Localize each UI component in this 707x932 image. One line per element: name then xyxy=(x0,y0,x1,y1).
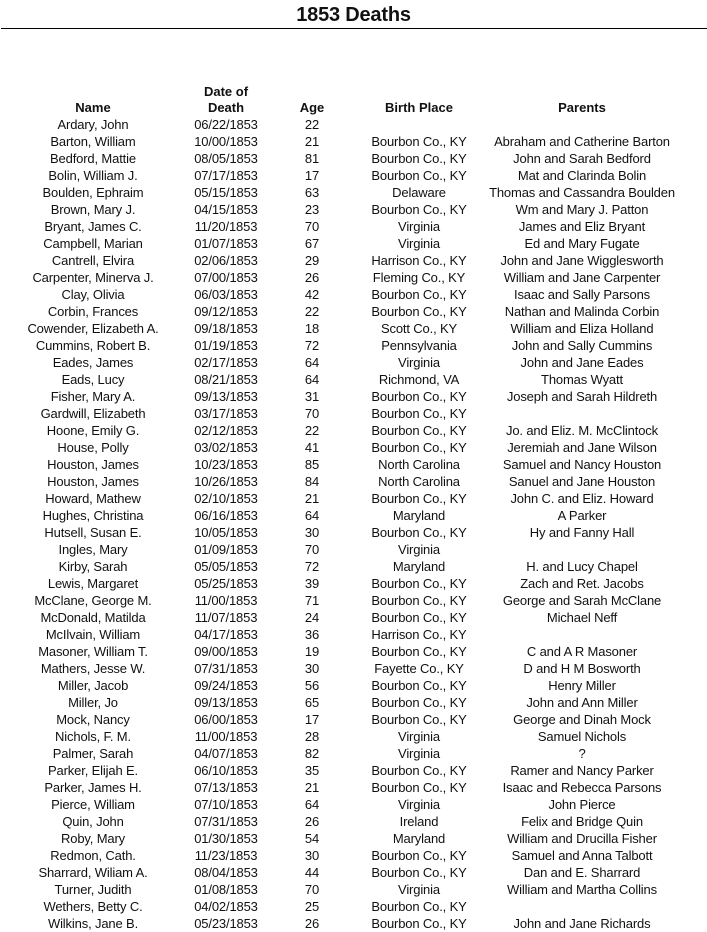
cell-date-of-death: 09/00/1853 xyxy=(194,644,258,659)
cell-age: 19 xyxy=(304,644,320,659)
table-row xyxy=(0,609,707,626)
cell-date-of-death: 05/05/1853 xyxy=(194,559,258,574)
cell-name: Ingles, Mary xyxy=(58,542,128,557)
cell-date-of-death: 03/02/1853 xyxy=(194,440,258,455)
cell-age: 22 xyxy=(304,423,320,438)
cell-age: 26 xyxy=(304,814,320,829)
table-row xyxy=(0,133,707,150)
cell-date-of-death: 11/20/1853 xyxy=(194,219,258,234)
cell-parents: Jo. and Eliz. M. McClintock xyxy=(506,423,658,438)
cell-parents: John and Sally Cummins xyxy=(511,338,653,353)
cell-age: 44 xyxy=(304,865,320,880)
cell-name: Fisher, Mary A. xyxy=(50,389,136,404)
cell-birth-place: Virginia xyxy=(398,219,440,234)
cell-age: 39 xyxy=(304,576,320,591)
cell-birth-place: Harrison Co., KY xyxy=(371,627,467,642)
cell-date-of-death: 02/12/1853 xyxy=(194,423,258,438)
cell-name: Houston, James xyxy=(47,457,139,472)
cell-name: Lewis, Margaret xyxy=(47,576,139,591)
cell-date-of-death: 09/24/1853 xyxy=(194,678,258,693)
cell-date-of-death: 04/17/1853 xyxy=(194,627,258,642)
cell-age: 30 xyxy=(304,525,320,540)
cell-birth-place: Delaware xyxy=(392,185,446,200)
cell-age: 63 xyxy=(304,185,320,200)
table-row xyxy=(0,269,707,286)
cell-name: Masoner, William T. xyxy=(38,644,148,659)
cell-name: House, Polly xyxy=(57,440,129,455)
table-row xyxy=(0,643,707,660)
cell-date-of-death: 01/08/1853 xyxy=(194,882,258,897)
table-row xyxy=(0,796,707,813)
table-row xyxy=(0,201,707,218)
cell-parents: William and Drucilla Fisher xyxy=(507,831,657,846)
cell-age: 82 xyxy=(304,746,320,761)
cell-parents: John and Jane Wigglesworth xyxy=(500,253,664,268)
cell-age: 17 xyxy=(304,712,320,727)
cell-parents: Samuel Nichols xyxy=(537,729,627,744)
cell-age: 18 xyxy=(304,321,320,336)
table-row xyxy=(0,694,707,711)
cell-parents: John and Jane Eades xyxy=(520,355,644,370)
cell-birth-place: Bourbon Co., KY xyxy=(371,440,467,455)
cell-parents: Isaac and Rebecca Parsons xyxy=(502,780,662,795)
table-row xyxy=(0,864,707,881)
table-row xyxy=(0,422,707,439)
cell-date-of-death: 04/02/1853 xyxy=(194,899,258,914)
header-date-of-death xyxy=(176,84,276,116)
cell-name: Clay, Olivia xyxy=(61,287,125,302)
cell-date-of-death: 04/07/1853 xyxy=(194,746,258,761)
cell-name: Parker, Elijah E. xyxy=(48,763,138,778)
table-row xyxy=(0,150,707,167)
cell-age: 72 xyxy=(304,559,320,574)
table-row xyxy=(0,813,707,830)
cell-birth-place: Scott Co., KY xyxy=(380,321,458,336)
cell-parents: John C. and Eliz. Howard xyxy=(510,491,654,506)
cell-date-of-death: 01/19/1853 xyxy=(194,338,258,353)
cell-parents: Henry Miller xyxy=(548,678,616,693)
cell-name: Hughes, Christina xyxy=(42,508,144,523)
cell-date-of-death: 05/25/1853 xyxy=(194,576,258,591)
cell-age: 41 xyxy=(304,440,320,455)
table-row xyxy=(0,881,707,898)
table-row xyxy=(0,184,707,201)
cell-date-of-death: 11/00/1853 xyxy=(194,593,258,608)
cell-age: 85 xyxy=(304,457,320,472)
cell-age: 21 xyxy=(304,134,320,149)
table-row xyxy=(0,286,707,303)
cell-name: Turner, Judith xyxy=(54,882,132,897)
cell-name: Cowender, Elizabeth A. xyxy=(27,321,159,336)
table-row xyxy=(0,711,707,728)
cell-name: McClane, George M. xyxy=(34,593,152,608)
cell-name: Mathers, Jesse W. xyxy=(40,661,146,676)
cell-age: 22 xyxy=(304,117,320,132)
table-row xyxy=(0,337,707,354)
cell-age: 28 xyxy=(304,729,320,744)
table-row xyxy=(0,456,707,473)
cell-name: Gardwill, Elizabeth xyxy=(40,406,146,421)
cell-birth-place: Bourbon Co., KY xyxy=(371,423,467,438)
table-row xyxy=(0,388,707,405)
cell-name: Cummins, Robert B. xyxy=(35,338,151,353)
cell-birth-place: Maryland xyxy=(392,508,446,523)
header-birth-place: Birth Place xyxy=(385,100,453,115)
cell-parents: James and Eliz Bryant xyxy=(518,219,646,234)
header-parents: Parents xyxy=(558,100,606,115)
cell-age: 25 xyxy=(304,899,320,914)
cell-age: 70 xyxy=(304,406,320,421)
cell-age: 54 xyxy=(304,831,320,846)
cell-date-of-death: 09/13/1853 xyxy=(194,389,258,404)
cell-name: Wilkins, Jane B. xyxy=(47,916,139,931)
cell-date-of-death: 07/31/1853 xyxy=(194,661,258,676)
cell-date-of-death: 01/07/1853 xyxy=(194,236,258,251)
cell-birth-place: Bourbon Co., KY xyxy=(371,525,467,540)
cell-age: 65 xyxy=(304,695,320,710)
cell-parents: Joseph and Sarah Hildreth xyxy=(506,389,658,404)
cell-date-of-death: 06/22/1853 xyxy=(194,117,258,132)
cell-date-of-death: 08/04/1853 xyxy=(194,865,258,880)
cell-parents: John and Sarah Bedford xyxy=(513,151,651,166)
cell-date-of-death: 02/10/1853 xyxy=(194,491,258,506)
cell-name: Cantrell, Elvira xyxy=(51,253,135,268)
cell-age: 30 xyxy=(304,661,320,676)
cell-age: 70 xyxy=(304,219,320,234)
cell-age: 81 xyxy=(304,151,320,166)
cell-birth-place: Bourbon Co., KY xyxy=(371,644,467,659)
cell-birth-place: Bourbon Co., KY xyxy=(371,304,467,319)
table-row xyxy=(0,439,707,456)
cell-birth-place: Maryland xyxy=(392,559,446,574)
cell-parents: Isaac and Sally Parsons xyxy=(513,287,650,302)
cell-parents: Nathan and Malinda Corbin xyxy=(504,304,660,319)
table-row xyxy=(0,558,707,575)
cell-age: 70 xyxy=(304,542,320,557)
cell-birth-place: Bourbon Co., KY xyxy=(371,678,467,693)
cell-date-of-death: 08/21/1853 xyxy=(194,372,258,387)
table-row xyxy=(0,235,707,252)
cell-birth-place: Bourbon Co., KY xyxy=(371,916,467,931)
cell-name: Hutsell, Susan E. xyxy=(44,525,142,540)
cell-birth-place: Bourbon Co., KY xyxy=(371,780,467,795)
cell-age: 22 xyxy=(304,304,320,319)
cell-birth-place: Bourbon Co., KY xyxy=(371,576,467,591)
cell-name: Palmer, Sarah xyxy=(52,746,134,761)
cell-parents: Samuel and Anna Talbott xyxy=(511,848,653,863)
cell-name: Pierce, William xyxy=(51,797,135,812)
cell-name: Nichols, F. M. xyxy=(55,729,131,744)
cell-name: Corbin, Frances xyxy=(47,304,139,319)
cell-birth-place: Bourbon Co., KY xyxy=(371,406,467,421)
cell-birth-place: Bourbon Co., KY xyxy=(371,287,467,302)
cell-name: Hoone, Emily G. xyxy=(46,423,140,438)
cell-date-of-death: 11/00/1853 xyxy=(194,729,258,744)
cell-name: Wethers, Betty C. xyxy=(43,899,143,914)
cell-birth-place: Richmond, VA xyxy=(378,372,460,387)
cell-birth-place: North Carolina xyxy=(378,457,460,472)
cell-birth-place: Maryland xyxy=(392,831,446,846)
cell-date-of-death: 10/23/1853 xyxy=(194,457,258,472)
cell-age: 56 xyxy=(304,678,320,693)
cell-birth-place: Bourbon Co., KY xyxy=(371,695,467,710)
cell-age: 30 xyxy=(304,848,320,863)
cell-birth-place: Virginia xyxy=(398,882,440,897)
cell-birth-place: Bourbon Co., KY xyxy=(371,899,467,914)
cell-date-of-death: 07/00/1853 xyxy=(194,270,258,285)
cell-age: 21 xyxy=(304,780,320,795)
cell-parents: George and Sarah McClane xyxy=(502,593,662,608)
cell-birth-place: Ireland xyxy=(399,814,439,829)
header-date-line1: Date of xyxy=(203,84,249,99)
cell-date-of-death: 09/13/1853 xyxy=(194,695,258,710)
cell-date-of-death: 05/15/1853 xyxy=(194,185,258,200)
table-row xyxy=(0,490,707,507)
cell-age: 35 xyxy=(304,763,320,778)
cell-date-of-death: 03/17/1853 xyxy=(194,406,258,421)
cell-birth-place: Bourbon Co., KY xyxy=(371,593,467,608)
cell-birth-place: Bourbon Co., KY xyxy=(371,389,467,404)
cell-name: Howard, Mathew xyxy=(45,491,141,506)
cell-birth-place: Fleming Co., KY xyxy=(372,270,466,285)
table-row xyxy=(0,728,707,745)
cell-date-of-death: 11/07/1853 xyxy=(194,610,258,625)
cell-date-of-death: 07/17/1853 xyxy=(194,168,258,183)
cell-age: 71 xyxy=(304,593,320,608)
cell-date-of-death: 07/31/1853 xyxy=(194,814,258,829)
cell-parents: John and Jane Richards xyxy=(513,916,651,931)
cell-name: Miller, Jacob xyxy=(57,678,129,693)
cell-name: Houston, James xyxy=(47,474,139,489)
cell-date-of-death: 10/05/1853 xyxy=(194,525,258,540)
cell-parents: H. and Lucy Chapel xyxy=(526,559,638,574)
cell-name: McIlvain, William xyxy=(45,627,141,642)
cell-birth-place: Pennsylvania xyxy=(381,338,457,353)
cell-name: Kirby, Sarah xyxy=(58,559,128,574)
cell-birth-place: Bourbon Co., KY xyxy=(371,712,467,727)
table-row xyxy=(0,592,707,609)
cell-age: 26 xyxy=(304,916,320,931)
cell-age: 23 xyxy=(304,202,320,217)
table-row xyxy=(0,218,707,235)
table-row xyxy=(0,677,707,694)
cell-parents: Thomas and Cassandra Boulden xyxy=(489,185,675,200)
cell-name: Barton, William xyxy=(50,134,136,149)
cell-name: Redmon, Cath. xyxy=(50,848,136,863)
table-row xyxy=(0,660,707,677)
cell-birth-place: Bourbon Co., KY xyxy=(371,763,467,778)
cell-name: Mock, Nancy xyxy=(56,712,130,727)
cell-birth-place: Bourbon Co., KY xyxy=(371,610,467,625)
cell-parents: John Pierce xyxy=(548,797,616,812)
header-name: Name xyxy=(75,100,111,115)
cell-date-of-death: 02/06/1853 xyxy=(194,253,258,268)
cell-birth-place: Virginia xyxy=(398,746,440,761)
cell-date-of-death: 06/16/1853 xyxy=(194,508,258,523)
table-row xyxy=(0,405,707,422)
cell-age: 29 xyxy=(304,253,320,268)
cell-name: Boulden, Ephraim xyxy=(42,185,144,200)
table-row xyxy=(0,354,707,371)
table-row xyxy=(0,524,707,541)
cell-date-of-death: 04/15/1853 xyxy=(194,202,258,217)
cell-parents: Samuel and Nancy Houston xyxy=(502,457,662,472)
cell-birth-place: Bourbon Co., KY xyxy=(371,865,467,880)
cell-birth-place: Fayette Co., KY xyxy=(374,661,464,676)
cell-birth-place: Bourbon Co., KY xyxy=(371,202,467,217)
cell-parents: William and Martha Collins xyxy=(507,882,657,897)
cell-age: 64 xyxy=(304,508,320,523)
cell-parents: William and Jane Carpenter xyxy=(503,270,661,285)
header-date-line2: Death xyxy=(207,100,245,115)
cell-date-of-death: 06/00/1853 xyxy=(194,712,258,727)
table-row xyxy=(0,575,707,592)
cell-age: 64 xyxy=(304,797,320,812)
table-row xyxy=(0,745,707,762)
cell-birth-place: Bourbon Co., KY xyxy=(371,151,467,166)
cell-birth-place: North Carolina xyxy=(378,474,460,489)
cell-age: 42 xyxy=(304,287,320,302)
cell-name: Bolin, William J. xyxy=(48,168,138,183)
cell-date-of-death: 07/10/1853 xyxy=(194,797,258,812)
cell-parents: A Parker xyxy=(557,508,607,523)
table-row xyxy=(0,320,707,337)
cell-date-of-death: 11/23/1853 xyxy=(194,848,258,863)
cell-date-of-death: 07/13/1853 xyxy=(194,780,258,795)
cell-date-of-death: 01/09/1853 xyxy=(194,542,258,557)
cell-name: Quin, John xyxy=(62,814,124,829)
cell-parents: C and A R Masoner xyxy=(526,644,638,659)
cell-parents: Michael Neff xyxy=(546,610,618,625)
cell-age: 72 xyxy=(304,338,320,353)
cell-name: Bryant, James C. xyxy=(44,219,142,234)
cell-parents: William and Eliza Holland xyxy=(510,321,654,336)
cell-age: 24 xyxy=(304,610,320,625)
cell-parents: Abraham and Catherine Barton xyxy=(494,134,670,149)
cell-birth-place: Bourbon Co., KY xyxy=(371,491,467,506)
cell-age: 21 xyxy=(304,491,320,506)
cell-name: Ardary, John xyxy=(57,117,129,132)
cell-name: Parker, James H. xyxy=(44,780,142,795)
page-title: 1853 Deaths xyxy=(296,4,411,26)
cell-date-of-death: 05/23/1853 xyxy=(194,916,258,931)
table-row xyxy=(0,626,707,643)
cell-parents: George and Dinah Mock xyxy=(513,712,651,727)
cell-name: Carpenter, Minerva J. xyxy=(32,270,154,285)
cell-parents: Felix and Bridge Quin xyxy=(521,814,643,829)
cell-date-of-death: 01/30/1853 xyxy=(194,831,258,846)
cell-age: 36 xyxy=(304,627,320,642)
cell-birth-place: Harrison Co., KY xyxy=(371,253,467,268)
cell-parents: Ed and Mary Fugate xyxy=(524,236,640,251)
table-row xyxy=(0,830,707,847)
table-row xyxy=(0,116,707,133)
cell-name: McDonald, Matilda xyxy=(40,610,146,625)
cell-date-of-death: 09/18/1853 xyxy=(194,321,258,336)
table-row xyxy=(0,541,707,558)
cell-name: Sharrard, Wiliam A. xyxy=(38,865,148,880)
cell-date-of-death: 08/05/1853 xyxy=(194,151,258,166)
cell-parents: Thomas Wyatt xyxy=(541,372,623,387)
table-row xyxy=(0,847,707,864)
cell-parents: Zach and Ret. Jacobs xyxy=(520,576,644,591)
table-row xyxy=(0,915,707,932)
cell-age: 64 xyxy=(304,355,320,370)
cell-date-of-death: 06/03/1853 xyxy=(194,287,258,302)
cell-date-of-death: 02/17/1853 xyxy=(194,355,258,370)
cell-age: 31 xyxy=(304,389,320,404)
cell-parents: John and Ann Miller xyxy=(526,695,638,710)
cell-parents: Mat and Clarinda Bolin xyxy=(517,168,647,183)
table-row xyxy=(0,762,707,779)
cell-name: Campbell, Marian xyxy=(43,236,143,251)
table-row xyxy=(0,167,707,184)
table-row xyxy=(0,371,707,388)
cell-birth-place: Bourbon Co., KY xyxy=(371,134,467,149)
table-row xyxy=(0,252,707,269)
cell-date-of-death: 09/12/1853 xyxy=(194,304,258,319)
deaths-table-body xyxy=(0,116,707,932)
cell-name: Eads, Lucy xyxy=(61,372,125,387)
cell-birth-place: Virginia xyxy=(398,729,440,744)
cell-name: Miller, Jo xyxy=(68,695,118,710)
cell-parents: Wm and Mary J. Patton xyxy=(515,202,649,217)
cell-birth-place: Virginia xyxy=(398,236,440,251)
cell-parents: D and H M Bosworth xyxy=(523,661,641,676)
table-row xyxy=(0,303,707,320)
cell-date-of-death: 10/00/1853 xyxy=(194,134,258,149)
cell-name: Eades, James xyxy=(52,355,134,370)
cell-parents: Ramer and Nancy Parker xyxy=(510,763,654,778)
cell-age: 26 xyxy=(304,270,320,285)
cell-date-of-death: 06/10/1853 xyxy=(194,763,258,778)
cell-birth-place: Bourbon Co., KY xyxy=(371,168,467,183)
cell-age: 70 xyxy=(304,882,320,897)
cell-birth-place: Virginia xyxy=(398,542,440,557)
cell-name: Bedford, Mattie xyxy=(50,151,136,166)
cell-parents: Jeremiah and Jane Wilson xyxy=(507,440,657,455)
title-divider xyxy=(1,28,707,29)
cell-age: 84 xyxy=(304,474,320,489)
table-row xyxy=(0,507,707,524)
cell-date-of-death: 10/26/1853 xyxy=(194,474,258,489)
table-row xyxy=(0,779,707,796)
cell-birth-place: Virginia xyxy=(398,355,440,370)
cell-birth-place: Virginia xyxy=(398,797,440,812)
table-row xyxy=(0,473,707,490)
cell-age: 67 xyxy=(304,236,320,251)
cell-birth-place: Bourbon Co., KY xyxy=(371,848,467,863)
header-age: Age xyxy=(299,100,325,115)
cell-age: 17 xyxy=(304,168,320,183)
table-header xyxy=(0,82,707,116)
table-row xyxy=(0,898,707,915)
cell-parents: Dan and E. Sharrard xyxy=(523,865,641,880)
cell-name: Roby, Mary xyxy=(61,831,125,846)
cell-age: 64 xyxy=(304,372,320,387)
cell-parents: Hy and Fanny Hall xyxy=(529,525,635,540)
cell-name: Brown, Mary J. xyxy=(50,202,136,217)
cell-parents: Sanuel and Jane Houston xyxy=(508,474,656,489)
cell-parents: ? xyxy=(578,746,586,761)
